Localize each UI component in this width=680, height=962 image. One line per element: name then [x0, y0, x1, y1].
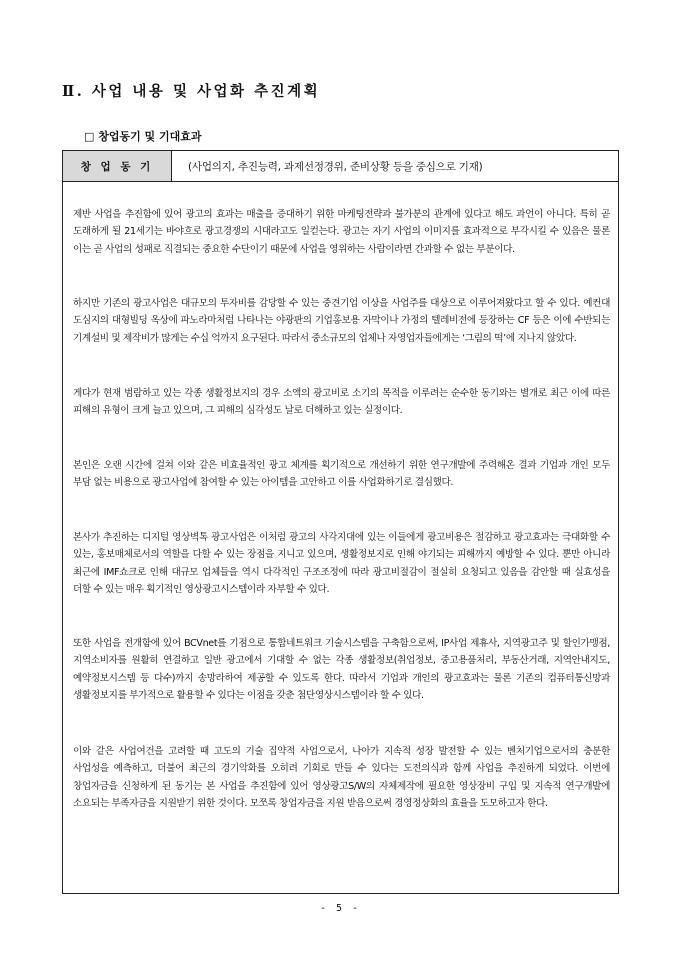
section-title: Ⅱ. 사업 내용 및 사업화 추진계획: [62, 83, 321, 100]
paragraph-5: 본사가 추진하는 디지털 영상벽톡 광고사업은 이처럼 광고의 사각지대에 있는 이들에게 광고비용은 절감하고 광고효과는 극대화할 수 있는, 홍보매체로서의 역할을 다할 수 있는 장점을 지니고 있으며, 생활정보지로 인해 야기되는 피해까지 예방할 수 있다. 뿐만 아니라 최근에 IMF쇼크로 인해 대규모 업체들을 역시 다각적인 구조조정에 따라 광고비절감이 절실히 요청되고 있음을 감안할 때 실효성을 더할 수 있는 매우 획기적인 영상광고시스템이라 자부할 수 있다.: [73, 532, 610, 595]
paragraph-1: 제반 사업을 추진함에 있어 광고의 효과는 매출을 증대하기 위한 마케팅전략과 불가분의 관계에 있다고 해도 과언이 아니다. 특히 곧 도래하게 될 21세기는 바야흐로 광고경쟁의 시대라고도 일컫는다. 광고는 자기 사업의 이미지를 효과적으로 부각시킬 수 있음은 물론 이는 곧 사업의 성패로 직결되는 중요한 수단이기 때문에 사업을 영위하는 사람이라면 간과할 수 없는 부분이다.: [73, 209, 610, 255]
table-label-cell: 창 업 동 기: [63, 151, 172, 181]
paragraph-4: 본인은 오랜 시간에 걸쳐 이와 같은 비효율적인 광고 체계를 획기적으로 개선하기 위한 연구개발에 주력해온 결과 기업과 개인 모두 부담 없는 비용으로 광고사업에 참여할 수 있는 아이템을 고안하고 이를 사업화하기로 결심했다.: [73, 460, 610, 489]
paragraph-7: 이와 같은 사업여건을 고려할 때 고도의 기술 집약적 사업으로서, 나아가 지속적 성장 발전할 수 있는 벤처기업으로서의 충분한 사업성을 예측하고, 더불어 최근의 경기악화를 오히려 기회로 만들 수 있다는 도전의식과 함께 사업을 추진하게 되었다. 이번에 창업자금을 신청하게 된 동기는 본 사업을 추진함에 있어 영상광고S/W의 자체제작에 필요한 영상장비 구입 및 지속적 연구개발에 소요되는 부족자금을 지원받기 위한 것이다. 모쪼록 창업자금을 지원 받음으로써 경영정상화의 효율을 도모하고자 한다.: [73, 746, 610, 809]
motivation-table: [62, 150, 619, 894]
paragraph-3: 게다가 현재 범람하고 있는 각종 생활정보지의 경우 소액의 광고비로 소기의 목적을 이루려는 순수한 동기와는 별개로 최근 이에 따른 피해의 유형이 크게 늘고 있으며, 그 피해의 심각성도 날로 더해하고 있는 실정이다.: [73, 388, 610, 417]
table-header-row: [63, 151, 618, 182]
paragraph-2: 하지만 기존의 광고사업은 대규모의 투자비를 감당할 수 있는 중견기업 이상을 사업주를 대상으로 이루어져왔다고 할 수 있다. 예컨대 도심지의 대형빌딩 옥상에 파노라마처럼 나타나는 야광판의 기업홍보용 자막이나 가정의 텔레비전에 등장하는 CF 등은 이에 수반되는 기계설비 및 제작비가 많게는 수십 억까지 요구된다. 따라서 중소규모의 업체나 자영업자들에게는 ‘그림의 떡’에 지나지 않았다.: [73, 298, 610, 344]
table-description-cell: (사업의지, 추진능력, 과제선정경위, 준비상황 등을 중심으로 기재): [188, 160, 483, 173]
subsection-title: □ 창업동기 및 기대효과: [84, 130, 202, 143]
paragraph-6: 또한 사업을 전개함에 있어 BCVnet를 기점으로 통합네트워크 기술시스템을 구축함으로써, IP사업 제휴사, 지역광고주 및 할인가맹점, 지역소비자를 원활히 연결하고 일반 광고에서 기대할 수 없는 각종 생활정보(취업정보, 중고용품처리, 부동산거래, 지역안내지도, 예약정보시스템 등 다수)까지 송망라하여 제공할 수 있도록 한다. 따라서 기업과 개인의 광고효과는 물론 기존의 컴퓨터통신망과 생활정보지를 부가적으로 활용할 수 있다는 이점을 갖춘 첨단영상시스템이라 할 수 있다.: [73, 638, 610, 701]
page-number: - 5 -: [319, 903, 361, 914]
